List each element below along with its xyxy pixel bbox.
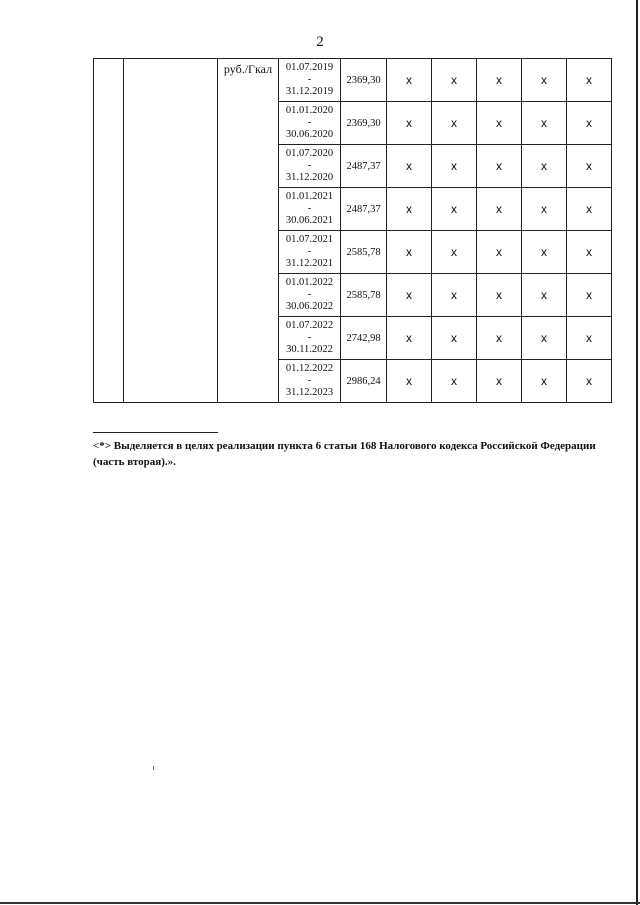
scan-edge-right: [636, 0, 638, 905]
tariff-value-cell: 2369,30: [341, 102, 387, 145]
tariff-table: [93, 58, 612, 403]
x-mark-cell: x: [522, 274, 567, 317]
period-cell: [279, 188, 341, 231]
period-dash: -: [307, 117, 312, 128]
tariff-value-cell: 2585,78: [341, 274, 387, 317]
row-number-cell: [94, 59, 124, 403]
x-mark-cell: x: [387, 231, 432, 274]
period-cell: [279, 145, 341, 188]
x-mark-cell: x: [567, 145, 612, 188]
x-mark-cell: x: [522, 59, 567, 102]
x-mark-cell: x: [432, 59, 477, 102]
x-mark-cell: x: [567, 102, 612, 145]
x-mark-cell: x: [477, 317, 522, 360]
x-mark-cell: x: [432, 188, 477, 231]
scan-speck: [153, 766, 154, 770]
x-mark-cell: x: [477, 188, 522, 231]
x-mark-cell: x: [522, 231, 567, 274]
tariff-value-cell: 2487,37: [341, 188, 387, 231]
period-to: 31.12.2020: [285, 172, 334, 183]
x-mark-cell: x: [567, 274, 612, 317]
footnote-divider: [93, 432, 218, 433]
x-mark-cell: x: [387, 274, 432, 317]
period-cell: [279, 231, 341, 274]
period-to: 30.06.2020: [285, 129, 334, 140]
table-row: [94, 59, 612, 102]
period-from: 01.01.2022: [285, 277, 334, 288]
name-cell: [124, 59, 218, 403]
x-mark-cell: x: [387, 102, 432, 145]
period-from: 01.07.2020: [285, 148, 334, 159]
x-mark-cell: x: [432, 360, 477, 403]
tariff-value-cell: 2487,37: [341, 145, 387, 188]
x-mark-cell: x: [477, 102, 522, 145]
period-to: 31.12.2019: [285, 86, 334, 97]
period-dash: -: [307, 289, 312, 300]
x-mark-cell: x: [522, 317, 567, 360]
x-mark-cell: x: [432, 145, 477, 188]
period-from: 01.07.2021: [285, 234, 334, 245]
x-mark-cell: x: [432, 231, 477, 274]
x-mark-cell: x: [432, 102, 477, 145]
x-mark-cell: x: [477, 231, 522, 274]
scan-edge-bottom: [0, 902, 640, 904]
x-mark-cell: x: [522, 360, 567, 403]
x-mark-cell: x: [387, 145, 432, 188]
x-mark-cell: x: [477, 145, 522, 188]
period-from: 01.01.2020: [285, 105, 334, 116]
x-mark-cell: x: [567, 188, 612, 231]
period-to: 30.11.2022: [286, 344, 333, 355]
table-body: [94, 59, 612, 403]
period-dash: -: [307, 160, 312, 171]
tariff-value-cell: 2585,78: [341, 231, 387, 274]
period-cell: [279, 317, 341, 360]
period-dash: -: [307, 332, 312, 343]
period-to: 30.06.2022: [285, 301, 334, 312]
x-mark-cell: x: [522, 145, 567, 188]
period-from: 01.07.2022: [285, 320, 334, 331]
period-to: 30.06.2021: [285, 215, 334, 226]
x-mark-cell: x: [387, 59, 432, 102]
period-to: 31.12.2021: [285, 258, 334, 269]
period-from: 01.12.2022: [285, 363, 334, 374]
period-dash: -: [307, 203, 312, 214]
unit-cell: руб./Гкал: [218, 59, 279, 403]
period-cell: [279, 360, 341, 403]
x-mark-cell: x: [432, 274, 477, 317]
x-mark-cell: x: [432, 317, 477, 360]
tariff-value-cell: 2986,24: [341, 360, 387, 403]
tariff-value-cell: 2742,98: [341, 317, 387, 360]
x-mark-cell: x: [567, 360, 612, 403]
x-mark-cell: x: [477, 274, 522, 317]
period-cell: [279, 274, 341, 317]
x-mark-cell: x: [387, 360, 432, 403]
page-number: 2: [316, 34, 324, 50]
x-mark-cell: x: [567, 317, 612, 360]
period-from: 01.01.2021: [285, 191, 334, 202]
tariff-value-cell: 2369,30: [341, 59, 387, 102]
x-mark-cell: x: [567, 231, 612, 274]
x-mark-cell: x: [522, 188, 567, 231]
period-dash: -: [307, 246, 312, 257]
x-mark-cell: x: [477, 360, 522, 403]
period-from: 01.07.2019: [285, 62, 334, 73]
period-dash: -: [307, 74, 312, 85]
x-mark-cell: x: [387, 188, 432, 231]
footnote: <*> Выделяется в целях реализации пункта 6 статьи 168 Налогового кодекса Российской Федерации (часть вторая).».: [93, 440, 596, 468]
period-cell: [279, 102, 341, 145]
x-mark-cell: x: [477, 59, 522, 102]
x-mark-cell: x: [567, 59, 612, 102]
period-dash: -: [307, 375, 312, 386]
period-cell: [279, 59, 341, 102]
x-mark-cell: x: [387, 317, 432, 360]
x-mark-cell: x: [522, 102, 567, 145]
period-to: 31.12.2023: [285, 387, 334, 398]
